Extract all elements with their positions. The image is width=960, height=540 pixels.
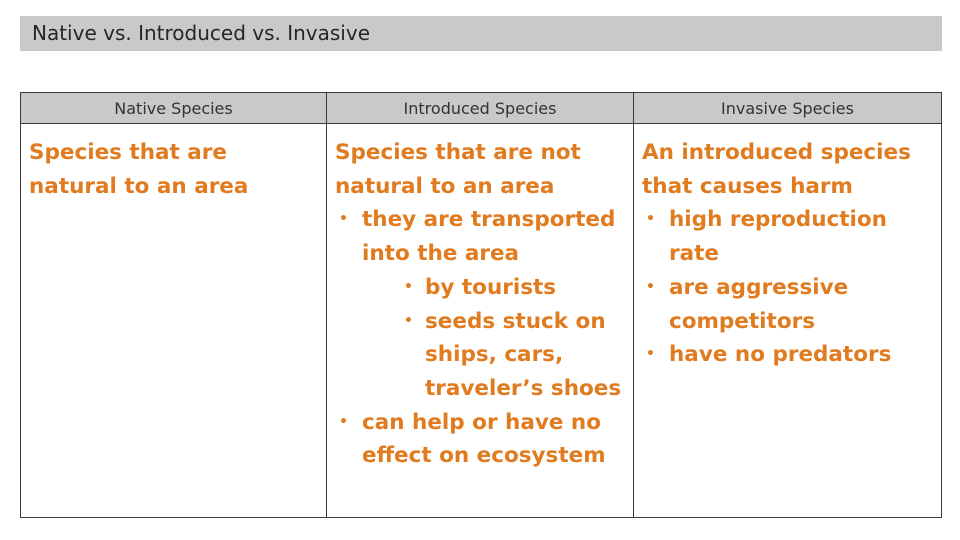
introduced-sub-bullet-list [362, 271, 625, 406]
cell-invasive-species [634, 124, 942, 518]
bullet-text: have no predators [669, 342, 892, 368]
bullet-icon: • [646, 278, 655, 295]
bullet-text: they are transported into the area [362, 207, 616, 267]
table-body-row [21, 124, 942, 518]
list-item [335, 406, 625, 473]
bullet-icon: • [339, 211, 348, 228]
invasive-bullet-list [642, 203, 933, 372]
list-item [642, 271, 933, 338]
bullet-text: can help or have no effect on ecosystem [362, 409, 606, 469]
introduced-bullet-list [335, 203, 625, 473]
invasive-definition: An introduced species that causes harm [642, 140, 911, 199]
bullet-icon: • [404, 312, 413, 329]
bullet-icon: • [339, 413, 348, 430]
bullet-icon: • [646, 346, 655, 363]
list-item [642, 338, 933, 372]
list-item [642, 203, 933, 270]
bullet-text: are aggressive competitors [669, 274, 849, 334]
sub-bullet-text: by tourists [425, 274, 557, 300]
table-header-row [21, 93, 942, 124]
bullet-icon: • [404, 278, 413, 295]
header-introduced-species: Introduced Species [327, 93, 634, 124]
native-definition: Species that are natural to an area [29, 140, 249, 199]
list-item [362, 271, 625, 305]
header-invasive-species: Invasive Species [634, 93, 942, 124]
species-comparison-table [20, 92, 942, 518]
bullet-icon: • [646, 211, 655, 228]
list-item [362, 305, 625, 406]
cell-introduced-species [327, 124, 634, 518]
cell-native-species [21, 124, 327, 518]
introduced-definition: Species that are not natural to an area [335, 140, 581, 199]
header-native-species: Native Species [21, 93, 327, 124]
bullet-text: high reproduction rate [669, 207, 887, 267]
sub-bullet-text: seeds stuck on ships, cars, traveler’s shoes [425, 308, 622, 401]
list-item [335, 203, 625, 405]
slide-title: Native vs. Introduced vs. Invasive [20, 16, 942, 51]
